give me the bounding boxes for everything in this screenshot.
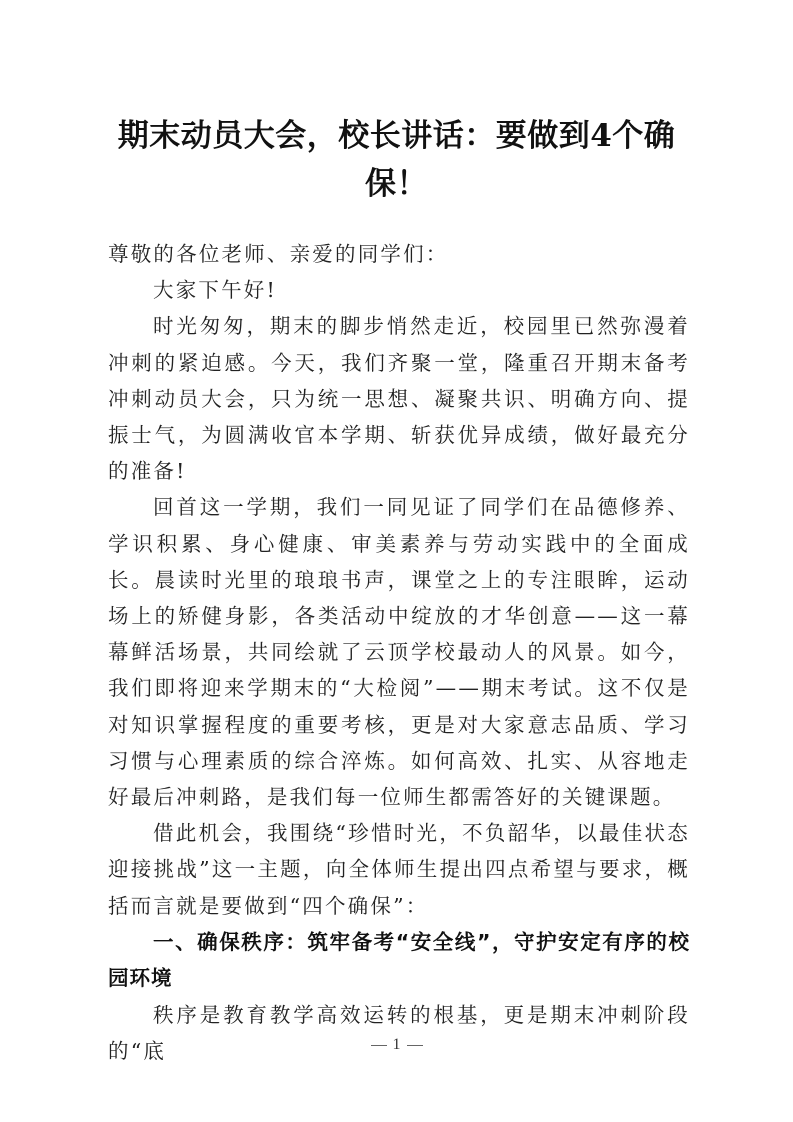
document-body (108, 236, 690, 1069)
body-paragraph: 回首这一学期，我们一同见证了同学们在品德修养、学识积累、身心健康、审美素养与劳动实践中的全面成长。晨读时光里的琅琅书声，课堂之上的专注眼眸，运动场上的矫健身影，各类活动中绽放的才华创意——这一幕幕鲜活场景，共同绘就了云顶学校最动人的风景。如今，我们即将迎来学期末的“大检阅”——期末考试。这不仅是对知识掌握程度的重要考核，更是对大家意志品质、学习习惯与心理素质的综合淬炼。如何高效、扎实、从容地走好最后冲刺路，是我们每一位师生都需答好的关键课题。 (108, 495, 690, 810)
salutation: 尊敬的各位老师、亲爱的同学们： (108, 242, 449, 266)
document-title: 期末动员大会，校长讲话：要做到4个确保！ (117, 118, 676, 202)
page-number: 1 (392, 1036, 401, 1053)
page-footer (0, 1036, 793, 1054)
section-heading: 一、确保秩序：筑牢备考“安全线”，守护安定有序的校园环境 (108, 929, 690, 991)
footer-dash-right (407, 1045, 423, 1046)
greeting-paragraph: 大家下午好! (153, 278, 277, 303)
footer-dash-left (371, 1045, 387, 1046)
body-paragraph: 秩序是教育教学高效运转的根基，更是期末冲刺阶段的“底 (108, 1002, 690, 1064)
body-paragraph: 借此机会，我围绕“珍惜时光，不负韶华，以最佳状态迎接挑战”这一主题，向全体师生提出四点希望与要求，概括而言就是要做到“四个确保”： (108, 821, 690, 918)
body-paragraph: 时光匆匆，期末的脚步悄然走近，校园里已然弥漫着冲刺的紧迫感。今天，我们齐聚一堂，隆重召开期末备考冲刺动员大会，只为统一思想、凝聚共识、明确方向、提振士气，为圆满收官本学期、斩获优异成绩，做好最充分的准备! (108, 314, 690, 484)
